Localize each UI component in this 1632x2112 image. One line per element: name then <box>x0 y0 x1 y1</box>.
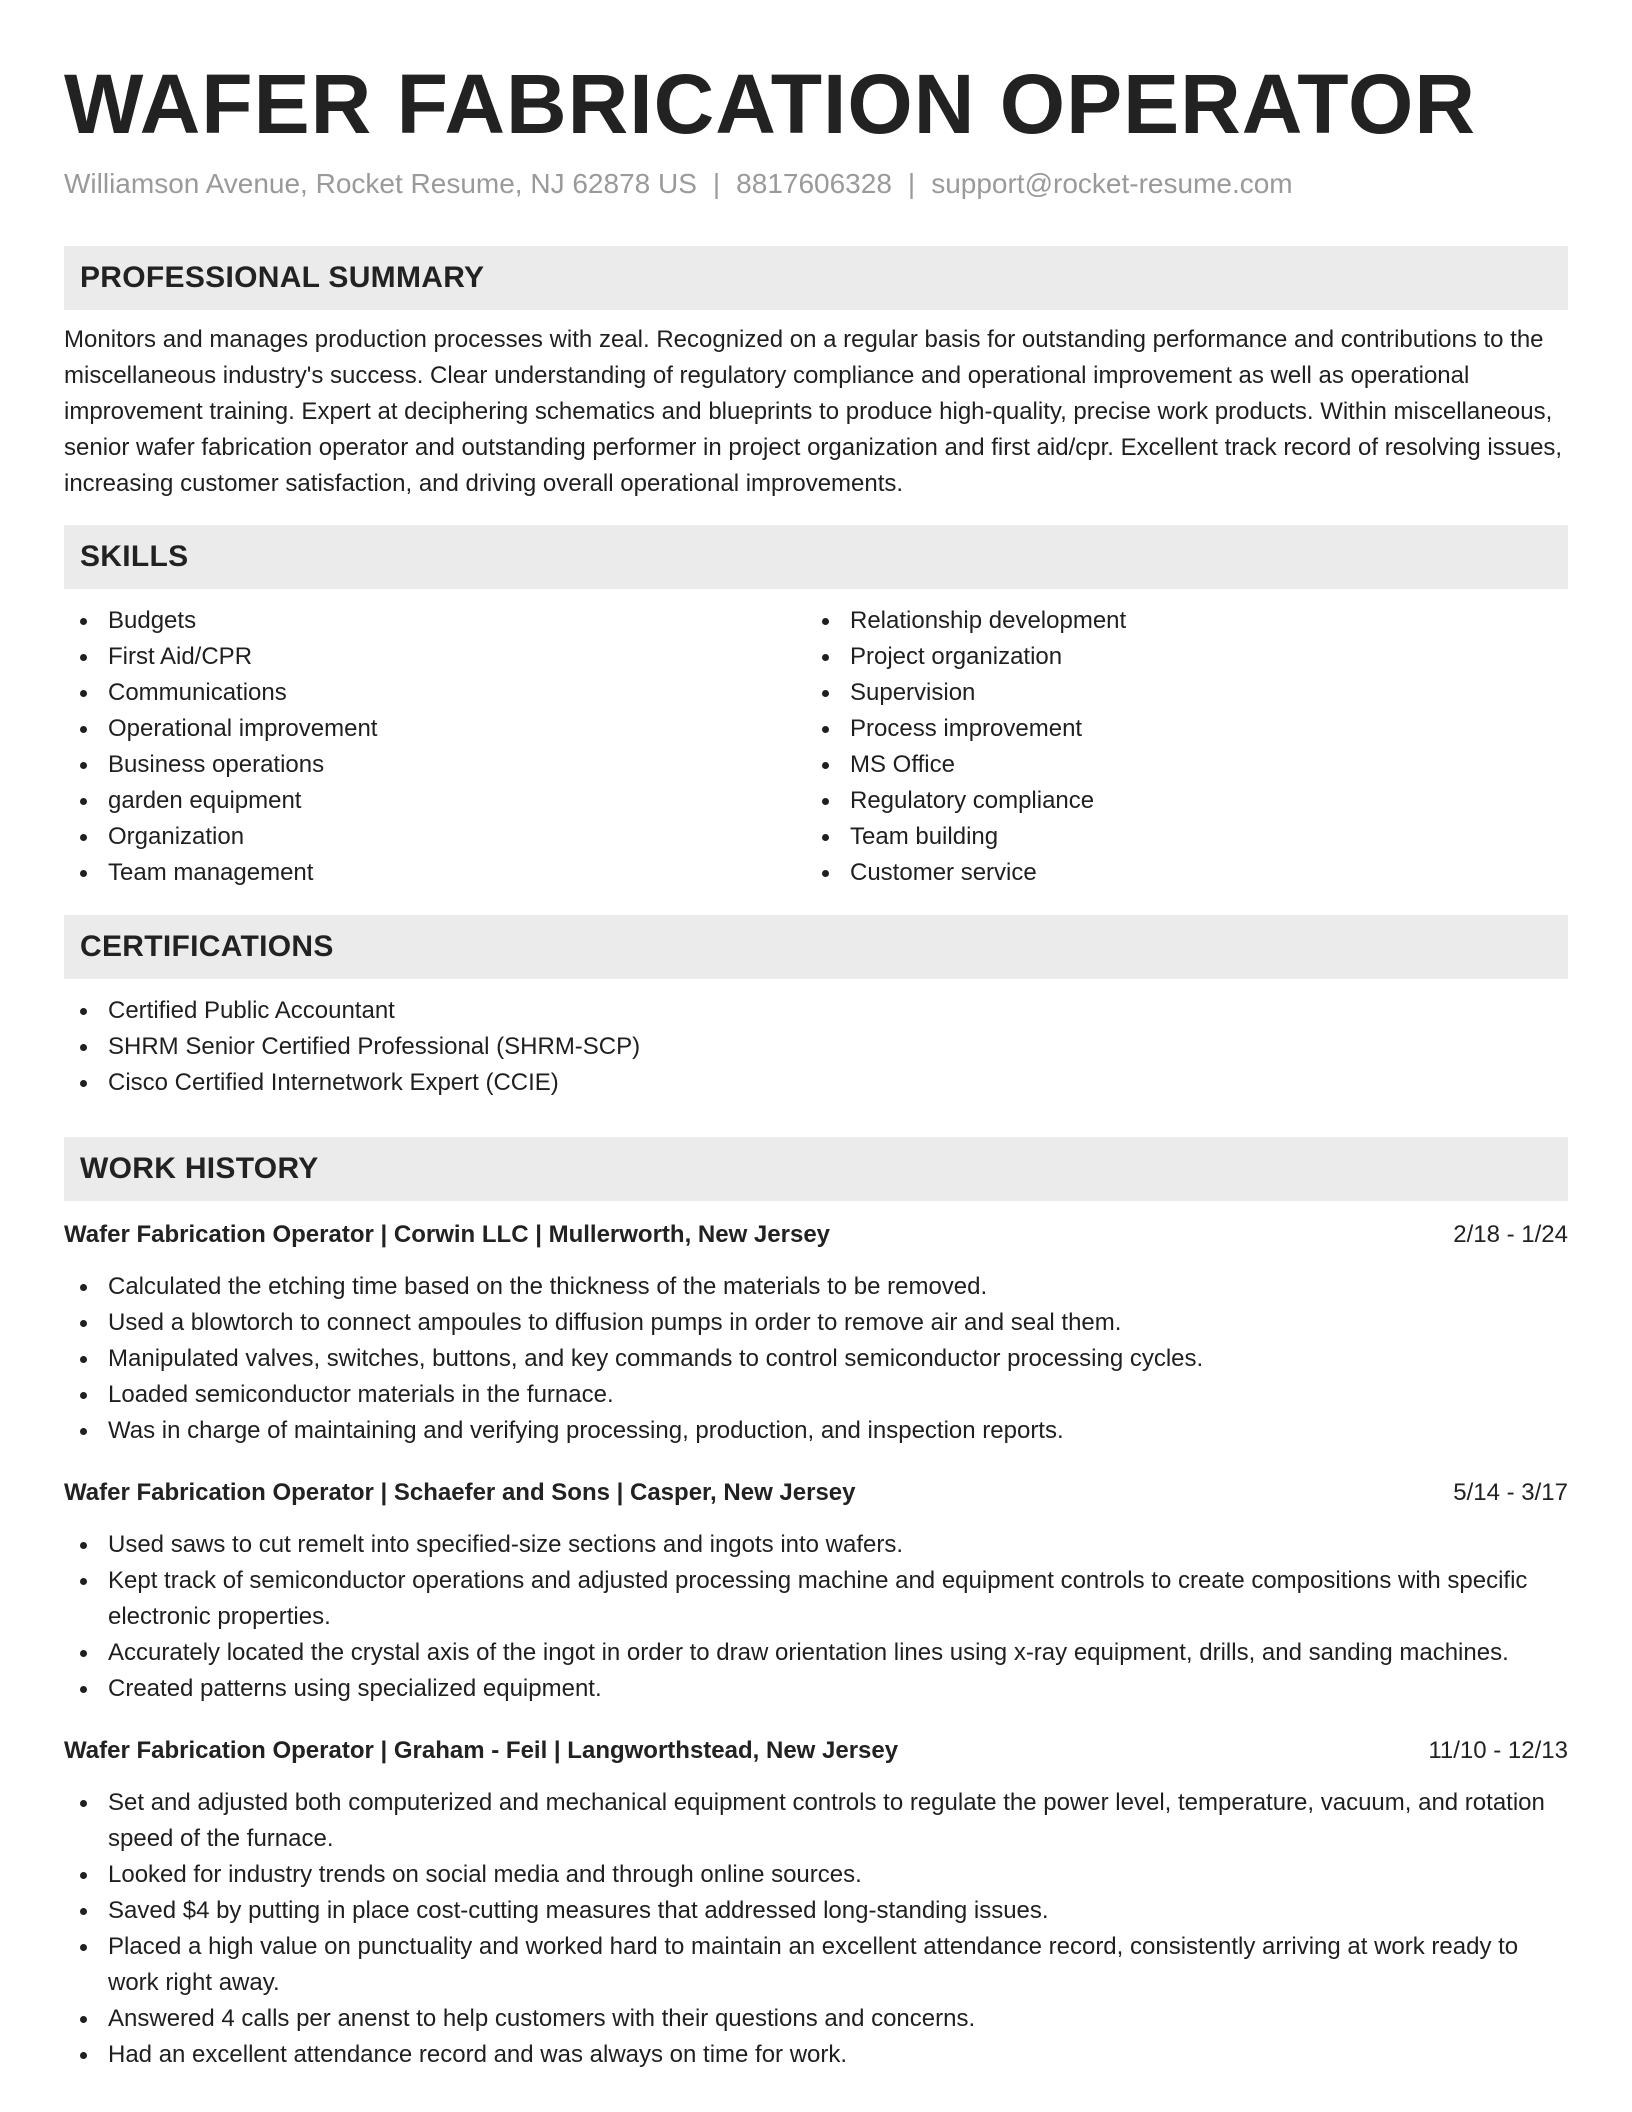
list-item: Certified Public Accountant <box>64 993 1568 1029</box>
list-item: Saved $4 by putting in place cost-cutting measures that addressed long-standing issues. <box>64 1893 1568 1929</box>
list-item: Communications <box>64 675 806 711</box>
job-bullets <box>64 1269 1568 1449</box>
job-title: Wafer Fabrication Operator | Corwin LLC | Mullerworth, New Jersey <box>64 1221 831 1248</box>
list-item: Relationship development <box>806 603 1548 639</box>
job-bullets <box>64 1527 1568 1707</box>
list-item: Project organization <box>806 639 1548 675</box>
list-item: Created patterns using specialized equipment. <box>64 1671 1568 1707</box>
list-item: Loaded semiconductor materials in the furnace. <box>64 1377 1568 1413</box>
list-item: First Aid/CPR <box>64 639 806 675</box>
job-header <box>64 1217 1568 1253</box>
list-item: Organization <box>64 819 806 855</box>
list-item: Manipulated valves, switches, buttons, and key commands to control semiconductor processing cycles. <box>64 1341 1568 1377</box>
list-item: SHRM Senior Certified Professional (SHRM-SCP) <box>64 1029 1568 1065</box>
job-dates: 2/18 - 1/24 <box>1453 1221 1568 1248</box>
list-item: Accurately located the crystal axis of the ingot in order to draw orientation lines using x-ray equipment, drills, and sanding machines. <box>64 1635 1568 1671</box>
list-item: Team building <box>806 819 1548 855</box>
job-title: Wafer Fabrication Operator | Graham - Feil | Langworthstead, New Jersey <box>64 1737 899 1764</box>
list-item: Cisco Certified Internetwork Expert (CCIE) <box>64 1065 1568 1101</box>
job-bullets <box>64 1785 1568 2073</box>
job-dates: 5/14 - 3/17 <box>1453 1479 1568 1506</box>
list-item: Was in charge of maintaining and verifying processing, production, and inspection reports. <box>64 1413 1568 1449</box>
skills-column-right <box>806 603 1548 891</box>
list-item: MS Office <box>806 747 1548 783</box>
list-item: Answered 4 calls per anenst to help customers with their questions and concerns. <box>64 2001 1568 2037</box>
section-heading-certifications: CERTIFICATIONS <box>64 915 1568 979</box>
list-item: Placed a high value on punctuality and worked hard to maintain an excellent attendance record, consistently arriving at work ready to work right away. <box>64 1929 1568 2001</box>
list-item: Calculated the etching time based on the thickness of the materials to be removed. <box>64 1269 1568 1305</box>
job-header <box>64 1733 1568 1769</box>
list-item: Kept track of semiconductor operations and adjusted processing machine and equipment controls to create compositions with specific electronic properties. <box>64 1563 1568 1635</box>
contact-separator: | <box>907 168 916 199</box>
list-item: Business operations <box>64 747 806 783</box>
section-heading-skills: SKILLS <box>64 525 1568 589</box>
job-dates: 11/10 - 12/13 <box>1428 1737 1568 1764</box>
list-item: Looked for industry trends on social media and through online sources. <box>64 1857 1568 1893</box>
list-item: Set and adjusted both computerized and mechanical equipment controls to regulate the power level, temperature, vacuum, and rotation speed of the furnace. <box>64 1785 1568 1857</box>
list-item: Customer service <box>806 855 1548 891</box>
list-item: Process improvement <box>806 711 1548 747</box>
skills-column-left <box>64 603 806 891</box>
list-item: Team management <box>64 855 806 891</box>
certifications-list <box>64 993 1568 1101</box>
job-title: Wafer Fabrication Operator | Schaefer and Sons | Casper, New Jersey <box>64 1479 856 1506</box>
skills-list <box>64 603 1568 891</box>
contact-separator: | <box>712 168 721 199</box>
list-item: Budgets <box>64 603 806 639</box>
contact-phone: 8817606328 <box>736 168 892 199</box>
contact-line <box>64 166 1568 202</box>
list-item: Supervision <box>806 675 1548 711</box>
summary-text: Monitors and manages production processes with zeal. Recognized on a regular basis for outstanding performance and contributions to the miscellaneous industry's success. Clear understanding of regulatory compliance and operational improvement as well as operational improvement training. Expert at deciphering schematics and blueprints to produce high-quality, precise work products. Within miscellaneous, senior wafer fabrication operator and outstanding performer in project organization and first aid/cpr. Excellent track record of resolving issues, increasing customer satisfaction, and driving overall operational improvements. <box>64 326 1563 497</box>
contact-address: Williamson Avenue, Rocket Resume, NJ 62878 US <box>64 168 697 199</box>
job-entry <box>64 1475 1568 1707</box>
section-heading-work-history: WORK HISTORY <box>64 1137 1568 1201</box>
job-entry <box>64 1217 1568 1449</box>
list-item: Used saws to cut remelt into specified-size sections and ingots into wafers. <box>64 1527 1568 1563</box>
list-item: Operational improvement <box>64 711 806 747</box>
list-item: Regulatory compliance <box>806 783 1548 819</box>
contact-email: support@rocket-resume.com <box>931 168 1293 199</box>
section-heading-summary: PROFESSIONAL SUMMARY <box>64 246 1568 310</box>
list-item: Used a blowtorch to connect ampoules to diffusion pumps in order to remove air and seal them. <box>64 1305 1568 1341</box>
job-header <box>64 1475 1568 1511</box>
list-item: Had an excellent attendance record and was always on time for work. <box>64 2037 1568 2073</box>
page-title: WAFER FABRICATION OPERATOR <box>64 57 1476 151</box>
list-item: garden equipment <box>64 783 806 819</box>
job-entry <box>64 1733 1568 2073</box>
